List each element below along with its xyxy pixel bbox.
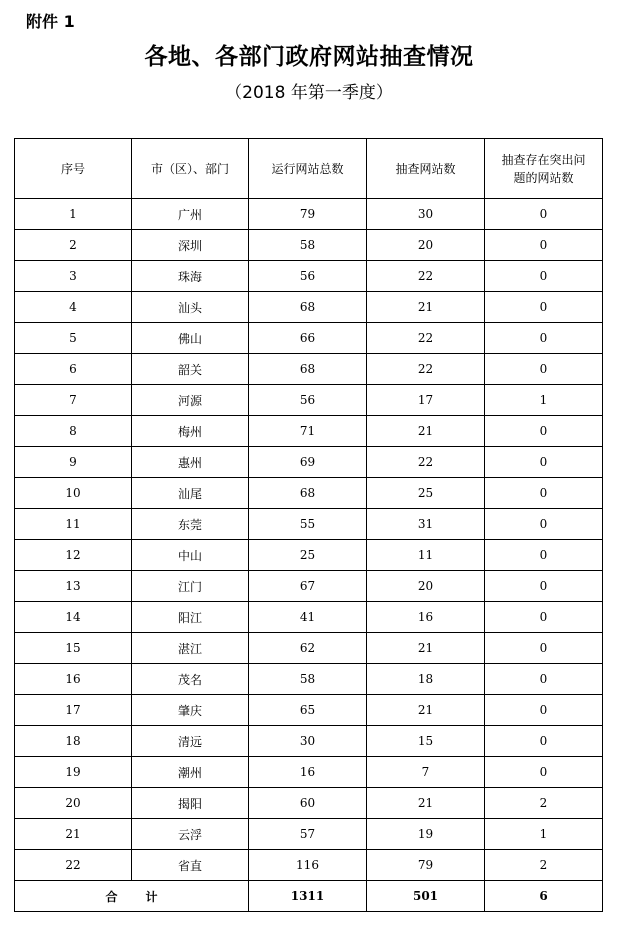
row-region: 广州 [132,199,249,230]
row-problem-sites: 1 [485,819,603,850]
total-running-sites: 1311 [249,881,367,912]
row-problem-sites: 0 [485,540,603,571]
row-problem-sites: 0 [485,664,603,695]
row-index: 5 [15,323,132,354]
row-index: 6 [15,354,132,385]
row-region: 阳江 [132,602,249,633]
row-region: 清远 [132,726,249,757]
table-row [15,540,603,571]
table-row [15,850,603,881]
row-problem-sites: 0 [485,261,603,292]
row-running-sites: 30 [249,726,367,757]
table-row [15,633,603,664]
row-problem-sites: 0 [485,323,603,354]
column-header-problem-sites [485,139,603,199]
table-row [15,695,603,726]
row-region: 茂名 [132,664,249,695]
row-region: 佛山 [132,323,249,354]
row-index: 7 [15,385,132,416]
row-region: 东莞 [132,509,249,540]
row-region: 汕头 [132,292,249,323]
row-problem-sites: 2 [485,850,603,881]
table-row [15,571,603,602]
row-running-sites: 68 [249,354,367,385]
row-checked-sites: 30 [367,199,485,230]
column-header-region: 市（区）、部门 [132,139,249,199]
table-row [15,819,603,850]
row-running-sites: 69 [249,447,367,478]
row-region: 肇庆 [132,695,249,726]
row-problem-sites: 0 [485,757,603,788]
total-label-text: 合计 [105,889,186,904]
row-running-sites: 58 [249,664,367,695]
row-running-sites: 56 [249,385,367,416]
row-region: 汕尾 [132,478,249,509]
row-index: 19 [15,757,132,788]
column-header-checked-sites: 抽查网站数 [367,139,485,199]
row-running-sites: 62 [249,633,367,664]
row-index: 2 [15,230,132,261]
row-running-sites: 67 [249,571,367,602]
row-region: 河源 [132,385,249,416]
column-header-index: 序号 [15,139,132,199]
row-region: 惠州 [132,447,249,478]
table-row [15,323,603,354]
row-checked-sites: 79 [367,850,485,881]
row-problem-sites: 2 [485,788,603,819]
table-row [15,757,603,788]
row-checked-sites: 20 [367,571,485,602]
row-index: 1 [15,199,132,230]
row-checked-sites: 21 [367,788,485,819]
page-title: 各地、各部门政府网站抽查情况 [144,44,474,70]
total-label [15,881,249,912]
row-checked-sites: 22 [367,323,485,354]
row-index: 22 [15,850,132,881]
row-problem-sites: 0 [485,292,603,323]
row-problem-sites: 0 [485,571,603,602]
attachment-label: 附件 1 [26,12,75,31]
row-checked-sites: 16 [367,602,485,633]
row-problem-sites: 0 [485,416,603,447]
row-problem-sites: 0 [485,478,603,509]
row-problem-sites: 0 [485,509,603,540]
row-index: 11 [15,509,132,540]
row-region: 云浮 [132,819,249,850]
row-running-sites: 25 [249,540,367,571]
table-row [15,447,603,478]
table-header-row [15,139,603,199]
row-checked-sites: 15 [367,726,485,757]
row-checked-sites: 22 [367,261,485,292]
row-checked-sites: 21 [367,695,485,726]
row-region: 省直 [132,850,249,881]
row-running-sites: 56 [249,261,367,292]
row-checked-sites: 7 [367,757,485,788]
table-row [15,199,603,230]
row-running-sites: 60 [249,788,367,819]
row-index: 14 [15,602,132,633]
row-problem-sites: 0 [485,695,603,726]
row-running-sites: 79 [249,199,367,230]
table-row [15,509,603,540]
row-problem-sites: 0 [485,602,603,633]
table-row [15,230,603,261]
row-running-sites: 16 [249,757,367,788]
row-checked-sites: 20 [367,230,485,261]
row-region: 梅州 [132,416,249,447]
table-row [15,788,603,819]
row-problem-sites: 0 [485,199,603,230]
column-header-problem-sites-text: 抽查存在突出问题的网站数 [501,152,586,185]
row-region: 潮州 [132,757,249,788]
table-row [15,354,603,385]
website-inspection-table [14,138,603,912]
row-index: 17 [15,695,132,726]
total-checked-sites: 501 [367,881,485,912]
column-header-running-sites: 运行网站总数 [249,139,367,199]
row-problem-sites: 1 [485,385,603,416]
table-row [15,664,603,695]
row-checked-sites: 21 [367,416,485,447]
row-region: 江门 [132,571,249,602]
row-running-sites: 58 [249,230,367,261]
row-region: 深圳 [132,230,249,261]
row-running-sites: 57 [249,819,367,850]
table-row [15,385,603,416]
row-index: 15 [15,633,132,664]
row-checked-sites: 25 [367,478,485,509]
row-checked-sites: 11 [367,540,485,571]
row-running-sites: 116 [249,850,367,881]
row-index: 8 [15,416,132,447]
row-region: 珠海 [132,261,249,292]
row-index: 3 [15,261,132,292]
row-checked-sites: 22 [367,447,485,478]
row-checked-sites: 22 [367,354,485,385]
row-running-sites: 65 [249,695,367,726]
row-running-sites: 68 [249,292,367,323]
row-running-sites: 66 [249,323,367,354]
row-index: 12 [15,540,132,571]
row-problem-sites: 0 [485,447,603,478]
row-checked-sites: 19 [367,819,485,850]
row-checked-sites: 18 [367,664,485,695]
row-index: 20 [15,788,132,819]
row-problem-sites: 0 [485,230,603,261]
table-row [15,726,603,757]
row-index: 10 [15,478,132,509]
page-subtitle: （2018 年第一季度） [225,83,393,103]
row-running-sites: 68 [249,478,367,509]
row-index: 13 [15,571,132,602]
row-index: 4 [15,292,132,323]
row-index: 21 [15,819,132,850]
table-row [15,602,603,633]
row-region: 韶关 [132,354,249,385]
row-problem-sites: 0 [485,726,603,757]
total-problem-sites: 6 [485,881,603,912]
row-index: 16 [15,664,132,695]
table-row [15,292,603,323]
row-index: 18 [15,726,132,757]
row-running-sites: 71 [249,416,367,447]
row-checked-sites: 21 [367,633,485,664]
row-problem-sites: 0 [485,354,603,385]
row-index: 9 [15,447,132,478]
row-checked-sites: 17 [367,385,485,416]
row-region: 湛江 [132,633,249,664]
row-checked-sites: 31 [367,509,485,540]
table-row [15,416,603,447]
row-running-sites: 41 [249,602,367,633]
row-region: 揭阳 [132,788,249,819]
table-total-row [15,881,603,912]
table-row [15,478,603,509]
row-problem-sites: 0 [485,633,603,664]
row-region: 中山 [132,540,249,571]
row-running-sites: 55 [249,509,367,540]
table-row [15,261,603,292]
row-checked-sites: 21 [367,292,485,323]
